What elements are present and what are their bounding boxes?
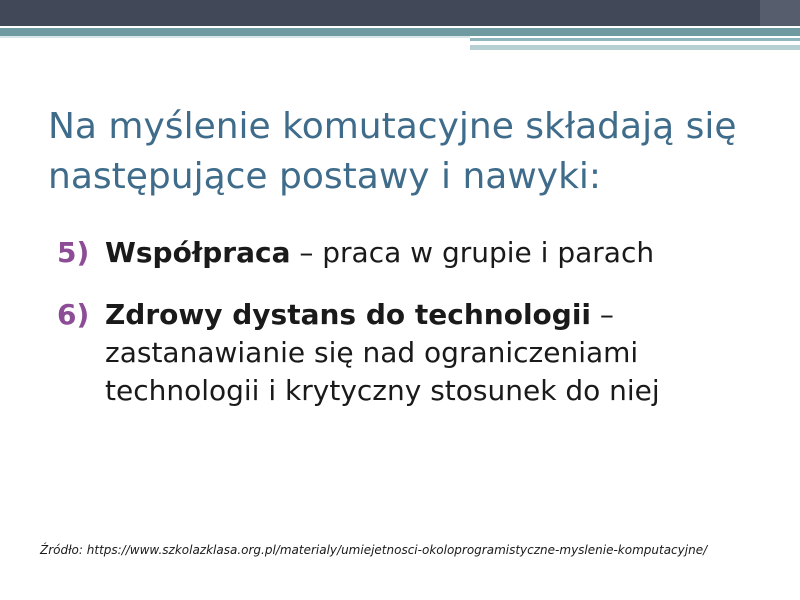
bullet-list (57, 234, 777, 434)
list-item-heading: Współpraca (105, 236, 291, 269)
list-item-number: 6) (57, 298, 90, 331)
slide-title (48, 102, 768, 202)
header-bar (0, 0, 800, 26)
list-item-text: – zastanawianie się nad ograniczeniami technologii i krytyczny stosunek do niej (105, 298, 660, 407)
list-item (57, 296, 777, 410)
list-item-heading: Zdrowy dystans do technologii (105, 298, 592, 331)
list-item (57, 234, 777, 272)
list-item-number: 5) (57, 236, 90, 269)
decorative-stripe-right-2 (470, 45, 800, 50)
list-item-text: – praca w grupie i parach (290, 236, 655, 269)
slide-title-line-2: następujące postawy i nawyki: (48, 156, 602, 197)
decorative-stripe-thin (0, 36, 470, 38)
source-citation: Źródło: https://www.szkolazklasa.org.pl/materialy/umiejetnosci-okoloprogramistyczne-myslenie-komputacyjne/ (40, 543, 708, 557)
decorative-stripe-right-1 (470, 38, 800, 41)
slide-title-line-1: Na myślenie komutacyjne składają się (48, 106, 737, 147)
decorative-stripe-main (0, 28, 800, 36)
header-bar-accent (760, 0, 800, 26)
